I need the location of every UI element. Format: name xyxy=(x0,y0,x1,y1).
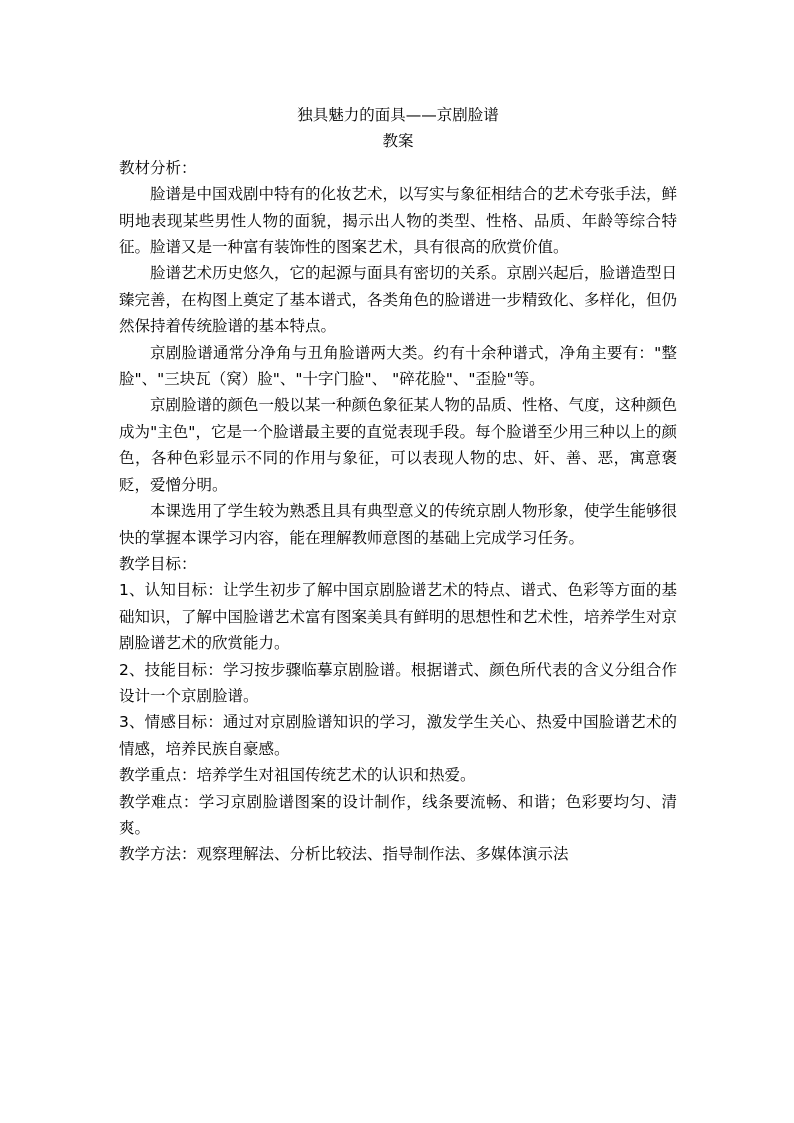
goal-item: 2、技能目标：学习按步骤临摹京剧脸谱。根据谱式、颜色所代表的含义分组合作设计一个京剧脸谱。 xyxy=(119,660,677,705)
analysis-paragraph: 脸谱是中国戏剧中特有的化妆艺术，以写实与象征相结合的艺术夸张手法，鲜明地表现某些男性人物的面貌，揭示出人物的类型、性格、品质、年龄等综合特征。脸谱又是一种富有装饰性的图案艺术，具有很高的欣赏价值。 xyxy=(119,185,678,257)
analysis-paragraph: 脸谱艺术历史悠久，它的起源与面具有密切的关系。京剧兴起后，脸谱造型日臻完善，在构图上奠定了基本谱式，各类角色的脸谱进一步精致化、多样化，但仍然保持着传统脸谱的基本特点。 xyxy=(119,264,678,336)
document-page xyxy=(119,102,677,868)
teaching-methods: 教学方法：观察理解法、分析比较法、指导制作法、多媒体演示法 xyxy=(119,845,569,864)
analysis-paragraph: 本课选用了学生较为熟悉且具有典型意义的传统京剧人物形象，使学生能够很快的掌握本课学习内容，能在理解教师意图的基础上完成学习任务。 xyxy=(119,502,678,547)
document-subtitle: 教案 xyxy=(382,132,414,151)
goal-item: 1、认知目标：让学生初步了解中国京剧脸谱艺术的特点、谱式、色彩等方面的基础知识，了解中国脸谱艺术富有图案美具有鲜明的思想性和艺术性，培养学生对京剧脸谱艺术的欣赏能力。 xyxy=(119,581,678,653)
goal-item: 3、情感目标：通过对京剧脸谱知识的学习，激发学生关心、热爱中国脸谱艺术的情感，培养民族自豪感。 xyxy=(119,713,677,758)
analysis-paragraph: 京剧脸谱通常分净角与丑角脸谱两大类。约有十余种谱式，净角主要有："整脸"、"三块瓦（窝）脸"、"十字门脸"、 "碎花脸"、"歪脸"等。 xyxy=(119,343,677,389)
difficulty: 教学难点：学习京剧脸谱图案的设计制作，线条要流畅、和谐；色彩要均匀、清爽。 xyxy=(119,792,677,837)
analysis-heading: 教材分析： xyxy=(119,158,197,177)
key-point: 教学重点：培养学生对祖国传统艺术的认识和热爱。 xyxy=(119,766,476,785)
goals-heading: 教学目标： xyxy=(119,554,197,573)
analysis-paragraph: 京剧脸谱的颜色一般以某一种颜色象征某人物的品质、性格、气度，这种颜色成为"主色"，它是一个脸谱最主要的直觉表现手段。每个脸谱至少用三种以上的颜色，各种色彩显示不同的作用与象征，可以表现人物的忠、奸、善、恶，寓意褒贬，爱憎分明。 xyxy=(119,396,678,494)
document-title: 独具魅力的面具——京剧脸谱 xyxy=(297,106,499,124)
